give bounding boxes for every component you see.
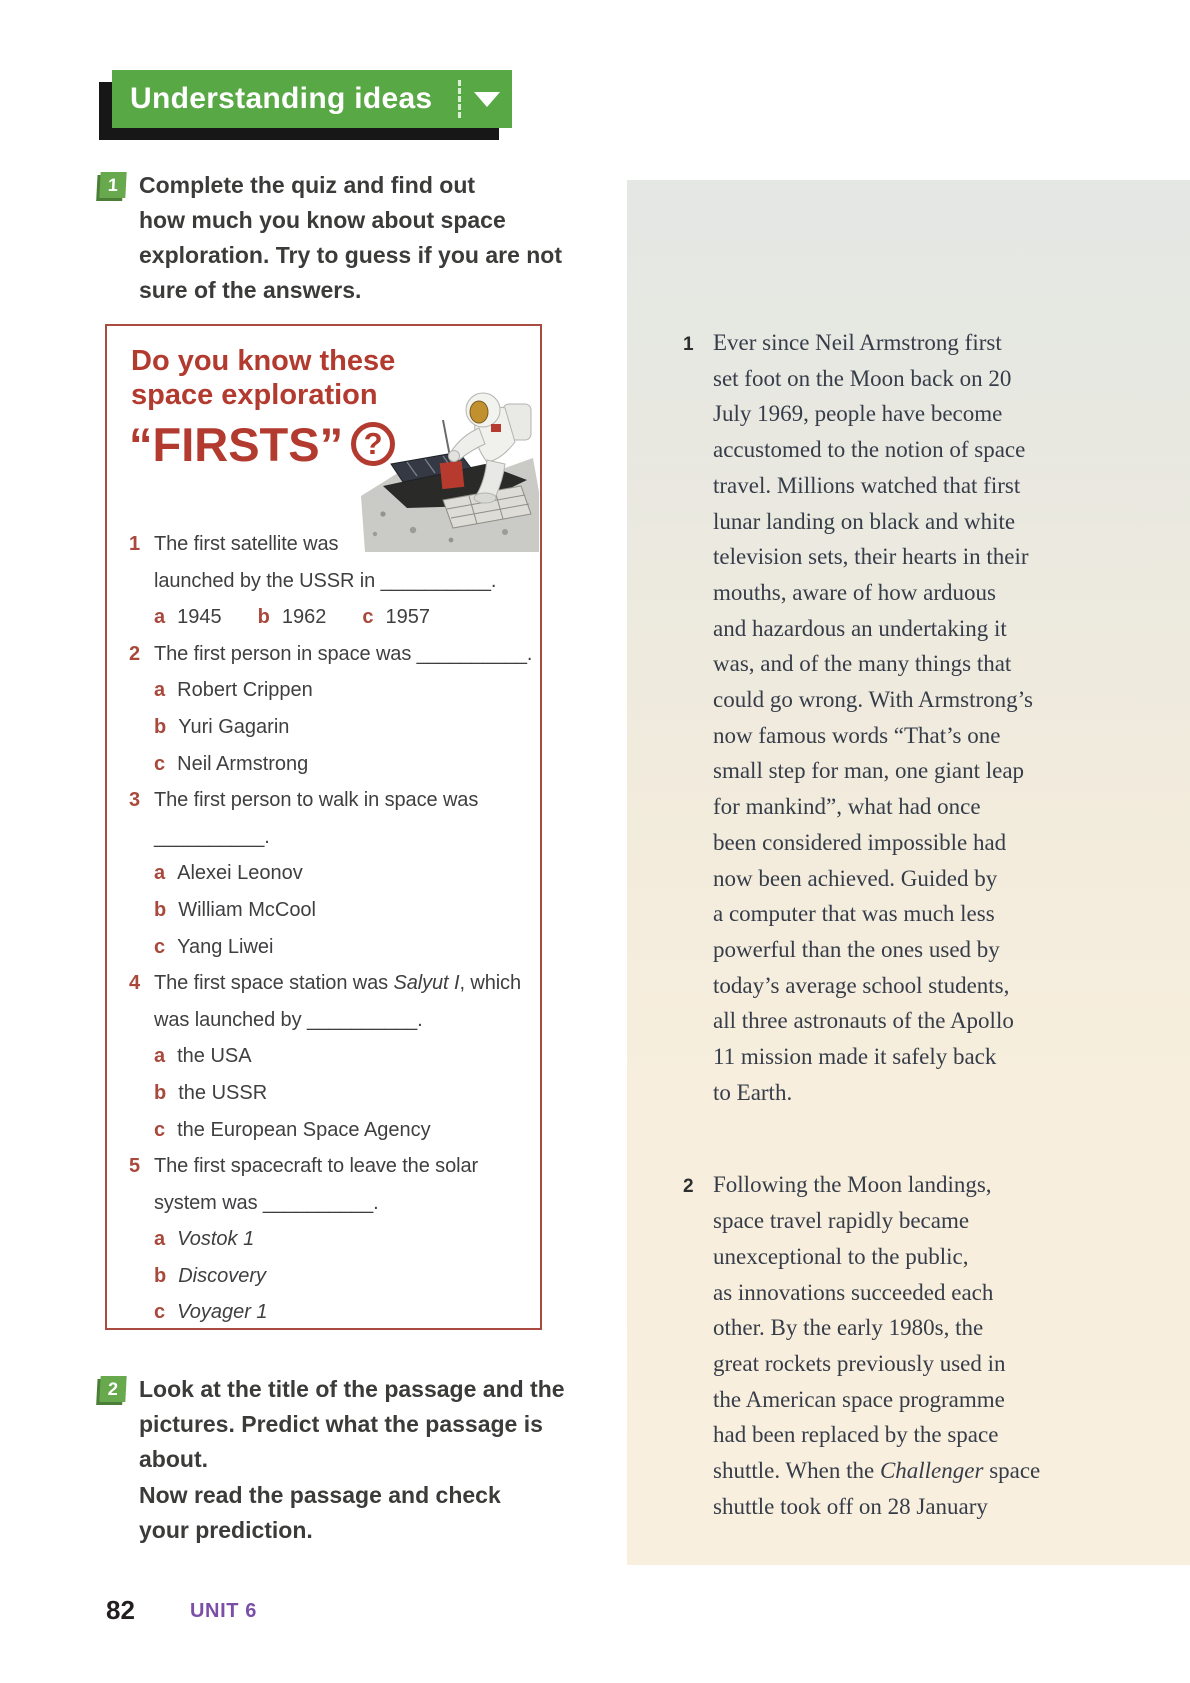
option-c[interactable]: [362, 599, 430, 636]
option-b[interactable]: [154, 709, 533, 746]
option-b[interactable]: [154, 1075, 533, 1112]
question-text: The first person to walk in space was __________.: [154, 789, 479, 848]
quiz-firsts-text: “FIRSTS”: [129, 417, 344, 471]
option-value: Robert Crippen: [177, 679, 313, 702]
option-value: Neil Armstrong: [177, 752, 309, 775]
question-body: [154, 965, 533, 1148]
unit-label: UNIT 6: [190, 1600, 257, 1622]
question-options: [154, 1038, 533, 1148]
question-options: [154, 855, 533, 965]
astronaut-illustration: [355, 364, 539, 552]
paragraph-text: Ever since Neil Armstrong first set foot on the Moon back on 20 July 1969, people have become accustomed to the notion of space travel. Millions watched that first lunar landing on black and white television sets, their hearts in their mouths, aware of how arduous and hazardous an undertaking it was, and of the many things that could go wrong. With Armstrong’s now famous words “That’s one small step for man, one giant leap for mankind”, what had once been considered impossible had now been achieved. Guided by a computer that was much less powerful than the ones used by today’s average school students, all three astronauts of the Apollo 11 mission made it safely back to Earth.: [713, 330, 1034, 1105]
option-value: Voyager 1: [177, 1301, 268, 1324]
option-value: William McCool: [178, 898, 317, 921]
option-b[interactable]: [154, 892, 533, 929]
option-letter: b: [257, 606, 270, 629]
question-text: The first space station was Salyut I, which was launched by __________.: [154, 972, 521, 1031]
option-value: 1957: [385, 606, 430, 629]
question-text: The first person in space was __________.: [154, 642, 533, 665]
dropdown-arrow-icon[interactable]: [474, 92, 500, 107]
exercise-1: [100, 168, 580, 308]
quiz-card: [105, 324, 542, 1330]
question-number: 5: [129, 1155, 141, 1178]
option-b[interactable]: [258, 599, 327, 636]
option-letter: a: [154, 862, 166, 885]
circled-question-icon: ?: [351, 422, 395, 466]
option-b[interactable]: [154, 1258, 533, 1295]
paragraph-number: 1: [683, 334, 694, 355]
quiz-title-line1: Do you know these: [131, 345, 396, 377]
option-a[interactable]: [154, 855, 533, 892]
question-body: [154, 782, 533, 965]
banner-divider: [458, 80, 461, 118]
option-c[interactable]: [154, 746, 533, 783]
option-c[interactable]: [154, 1112, 533, 1149]
exercise-2: [100, 1372, 590, 1477]
quiz-question: [129, 965, 533, 1148]
question-body: [154, 1148, 533, 1331]
question-number: 2: [129, 642, 141, 665]
exercise-2-instruction: Look at the title of the passage and the pictures. Predict what the passage is about.: [139, 1376, 565, 1472]
option-letter: c: [154, 1301, 166, 1324]
option-value: Discovery: [178, 1264, 267, 1287]
option-letter: c: [154, 1118, 166, 1141]
option-letter: b: [154, 1264, 167, 1287]
option-value: the USSR: [178, 1081, 268, 1104]
option-value: 1945: [177, 606, 222, 629]
option-c[interactable]: [154, 1294, 533, 1331]
option-letter: b: [154, 1081, 167, 1104]
reading-passage-panel: [627, 180, 1190, 1565]
option-a[interactable]: [154, 672, 533, 709]
option-letter: a: [154, 1045, 166, 1068]
question-options: [154, 599, 533, 636]
option-letter: a: [154, 606, 166, 629]
question-number: 3: [129, 789, 141, 812]
quiz-question: [129, 1148, 533, 1331]
question-number: 1: [129, 533, 141, 555]
section-banner: [112, 70, 512, 128]
exercise-1-number-badge: 1: [99, 172, 126, 198]
exercise-2-number-badge: 2: [99, 1376, 126, 1402]
option-a[interactable]: [154, 599, 222, 636]
paragraph-text: Following the Moon landings, space travel rapidly became unexceptional to the public, as innovations succeeded each other. By the early 1980s, the great rockets previously used in the American space programme had been replaced by the space shuttle. When the Challenger space shuttle took off on 28 January: [713, 1172, 1041, 1519]
section-title: Understanding ideas: [130, 82, 433, 115]
quiz-question: [129, 782, 533, 965]
option-letter: c: [362, 606, 374, 629]
option-letter: a: [154, 1228, 166, 1251]
option-value: the European Space Agency: [177, 1118, 431, 1141]
quiz-question: [129, 636, 533, 782]
quiz-questions: [129, 526, 533, 1331]
exercise-2-followup: Now read the passage and check your prediction.: [139, 1482, 501, 1543]
option-letter: c: [154, 752, 166, 775]
option-letter: a: [154, 679, 166, 702]
option-value: 1962: [281, 606, 327, 629]
question-text: The first spacecraft to leave the solar system was __________.: [154, 1155, 479, 1214]
option-letter: b: [154, 715, 167, 738]
option-value: Vostok 1: [177, 1228, 255, 1251]
paragraph-number: 2: [683, 1176, 694, 1198]
question-options: [154, 672, 533, 782]
option-value: the USA: [177, 1045, 252, 1068]
option-value: Yang Liwei: [177, 935, 274, 958]
option-value: Yuri Gagarin: [178, 715, 290, 738]
option-letter: b: [154, 898, 167, 921]
quiz-title-line2: space exploration: [131, 379, 378, 411]
question-number: 4: [129, 972, 141, 995]
exercise-1-instruction: Complete the quiz and find out how much you know about space exploration. Try to guess if you are not sure of the answers.: [139, 172, 563, 303]
question-options: [154, 1221, 533, 1331]
question-body: [154, 636, 533, 782]
question-text: The first satellite was launched by the USSR in __________.: [154, 533, 497, 592]
passage-paragraph-2: [627, 1167, 1190, 1524]
option-letter: c: [154, 935, 166, 958]
page-number: 82: [106, 1595, 135, 1625]
option-a[interactable]: [154, 1038, 533, 1075]
option-value: Alexei Leonov: [177, 862, 303, 885]
option-a[interactable]: [154, 1221, 533, 1258]
passage-paragraph-1: [627, 180, 1190, 1110]
option-c[interactable]: [154, 929, 533, 966]
